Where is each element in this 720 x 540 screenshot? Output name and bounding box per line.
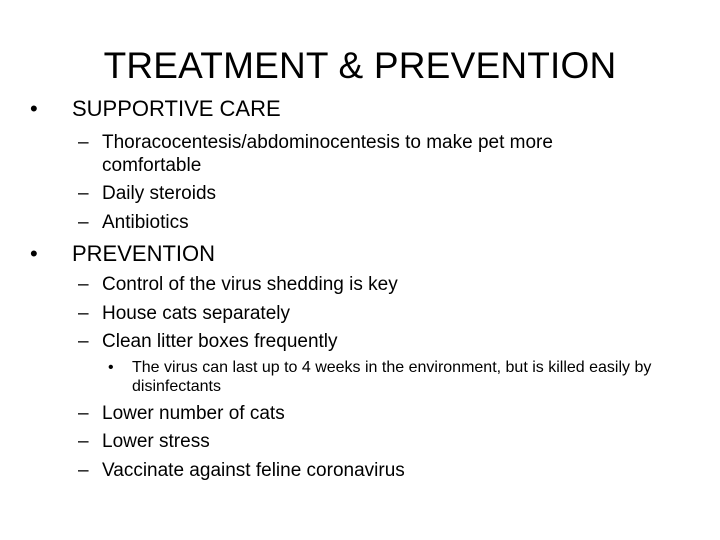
supportive-item-text: Thoracocentesis/abdominocentesis to make pet more comfortable [102,132,553,176]
supportive-item-antibiotics [78,211,678,234]
supportive-item-thoracocentesis [78,131,678,177]
prevention-heading: PREVENTION [72,241,216,266]
prevention-item-house-cats [78,302,678,325]
prevention-item-lower-stress [78,430,678,453]
bullet-marker: • [30,241,38,266]
supportive-item-text: Antibiotics [102,212,189,233]
dash-marker: – [78,183,89,204]
prevention-item-text: Vaccinate against feline coronavirus [102,460,405,481]
prevention-item-text: Control of the virus shedding is key [102,274,398,295]
dash-marker: – [78,212,89,233]
slide-title: TREATMENT & PREVENTION [103,45,617,86]
prevention-item-text: House cats separately [102,303,290,324]
supportive-item-text: Daily steroids [102,183,217,204]
dash-marker: – [78,431,89,452]
bullet-prevention [30,241,215,267]
dash-marker: – [78,132,89,153]
dash-marker: – [78,331,89,352]
supportive-item-steroids [78,182,678,205]
dash-marker: – [78,303,89,324]
prevention-item-text: Lower number of cats [102,403,285,424]
prevention-sub-note [108,358,668,396]
prevention-item-litter-boxes [78,330,678,353]
bullet-marker: • [30,96,38,121]
dash-marker: – [78,274,89,295]
sub-bullet-marker: • [108,359,114,376]
prevention-item-vaccinate [78,459,678,482]
prevention-item-virus-shedding [78,273,678,296]
sub-note-text: The virus can last up to 4 weeks in the environment, but is killed easily by disinfectants [132,359,652,395]
supportive-care-heading: SUPPORTIVE CARE [72,96,281,121]
prevention-item-text: Clean litter boxes frequently [102,331,338,352]
dash-marker: – [78,403,89,424]
dash-marker: – [78,460,89,481]
bullet-supportive-care [30,96,281,122]
prevention-item-text: Lower stress [102,431,210,452]
prevention-item-lower-cats [78,402,678,425]
